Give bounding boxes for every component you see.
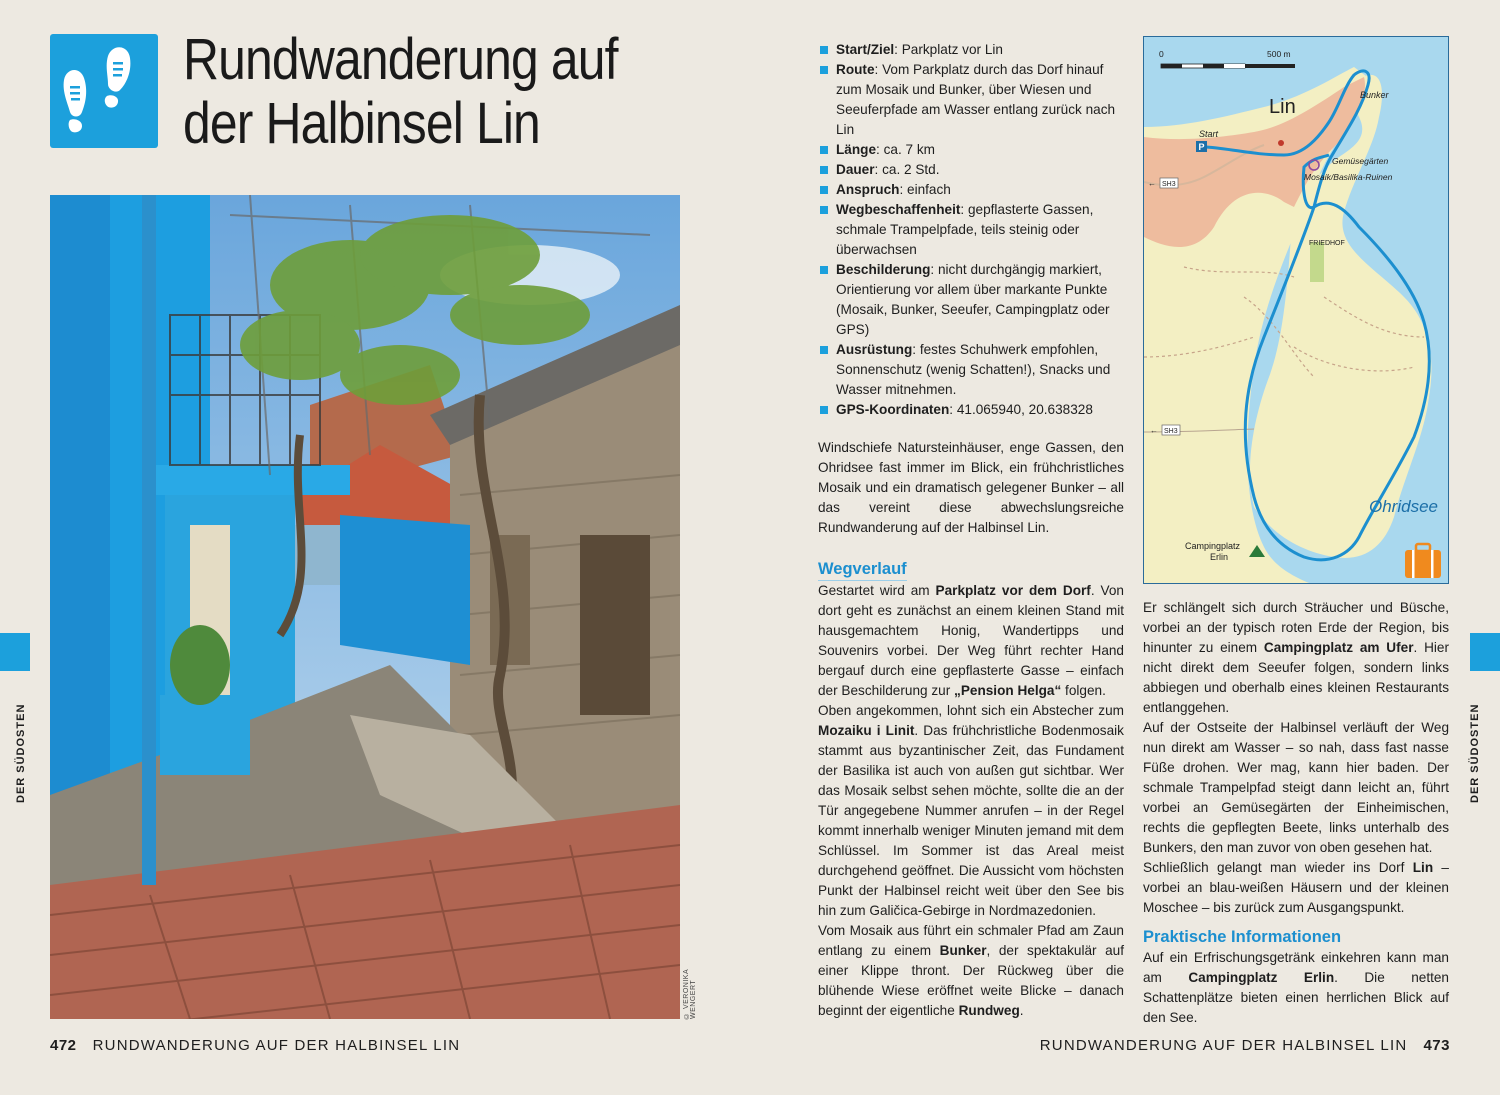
fact-start: Start/Ziel: Parkplatz vor Lin: [818, 40, 1130, 60]
svg-text:←: ←: [1148, 179, 1156, 188]
svg-text:SH3: SH3: [1164, 428, 1178, 435]
road-shield-1: [1148, 178, 1178, 188]
page-number-right: 473: [1423, 1037, 1450, 1054]
right-paragraph-1: Er schlängelt sich durch Sträucher und Büsche, vorbei an der typisch roten Erde der Region, bis hinunter zu einem Campingplatz am Ufer. Hier nicht direkt dem Seeufer folgen, sondern links abbiegen und oberhalb eines kleinen Restaurants entlanggehen.: [1143, 600, 1450, 715]
fact-gps: GPS-Koordinaten: 41.065940, 20.638328: [818, 400, 1130, 420]
running-head-right: RUNDWANDERUNG AUF DER HALBINSEL LIN: [1039, 1037, 1408, 1054]
fact-equipment: Ausrüstung: festes Schuhwerk empfohlen, Sonnenschutz (wenig Schatten!), Snacks und Wasser mitnehmen.: [818, 340, 1130, 400]
svg-text:SH3: SH3: [1162, 181, 1176, 188]
scale-zero-label: 0: [1159, 49, 1164, 59]
camp-label-2: Erlin: [1210, 552, 1229, 562]
village-street-photo: [50, 195, 680, 1019]
page-title: [183, 28, 665, 156]
wegverlauf-paragraph-2: Oben angekommen, lohnt sich ein Abstecher zum Mozaiku i Linit. Das frühchristliche Bodenmosaik stammt aus byzantinischer Zeit, das Fundament der Basilika ist auch von außen gut sichtbar. Wer das Mosaik selbst sehen möchte, sollte die an der Tür angegebene Nummer anrufen – in der Regel kommt innerhalb weniger Minuten jemand mit dem Schlüssel. Im Sommer ist das Areal meist durchgehend geöffnet. Die Aussicht vom höchsten Punkt der Halbinsel reicht weit über den See bis hin zum Galičica-Gebirge in Nordmazedonien.: [818, 703, 1124, 918]
page-number-left: 472: [50, 1037, 77, 1054]
section-label-left: DER SÜDOSTEN: [15, 703, 27, 803]
wegverlauf-section: [818, 558, 1124, 1021]
right-paragraph-3: Schließlich gelangt man wieder ins Dorf Lin – vorbei an blau-weißen Häusern und der kleinen Moschee – bis zurück zum Ausgangspunkt.: [1143, 860, 1449, 915]
svg-text:P: P: [1198, 142, 1205, 152]
town-label: Lin: [1269, 96, 1296, 118]
wegverlauf-paragraph-1: Gestartet wird am Parkplatz vor dem Dorf. Von dort geht es zunächst an einem kleinen Stand mit hausgemachtem Honig, Wandertipps und Souvenirs vorbei. Der Weg führt rechter Hand bergauf durch eine gepflasterte Gasse – einfach der Beschilderung zur „Pension Helga“ folgen.: [818, 583, 1124, 698]
section-tab-right: [1470, 633, 1500, 671]
start-label: Start: [1199, 129, 1219, 139]
section-label-right: DER SÜDOSTEN: [1469, 703, 1481, 803]
footer-left: [50, 1037, 460, 1054]
route-map: [1143, 36, 1449, 584]
footprints-icon: [50, 34, 158, 148]
section-tab-left: [0, 633, 30, 671]
cemetery-label: FRIEDHOF: [1309, 240, 1345, 247]
right-paragraph-2: Auf der Ostseite der Halbinsel verläuft der Weg nun direkt am Wasser – so nah, dass fast nasse Füße drohen. Wer mag, kann hier baden. Der schmale Trampelpfad steigt dann leicht an, führt vorbei an Gemüsegärten der Einheimischen, rechts die gepflegten Beete, links unterhalb des Bunkers, den man zuvor von oben gesehen hat.: [1143, 720, 1449, 855]
title-line-1: Rundwanderung auf: [183, 27, 618, 92]
fact-signage: Beschilderung: nicht durchgängig markiert, Orientierung vor allem über markante Punkte (Mosaik, Bunker, Seeufer, Campingplatz oder GPS): [818, 260, 1130, 340]
lake-label: Ohridsee: [1369, 497, 1438, 516]
photo-credit: © VERONIKA WENGERT: [683, 969, 697, 1019]
right-text-column: [1143, 598, 1449, 1028]
mosque-marker: [1278, 140, 1284, 146]
title-line-2: der Halbinsel Lin: [183, 91, 540, 156]
svg-text:←: ←: [1150, 426, 1158, 435]
camp-label-1: Campingplatz: [1185, 541, 1241, 551]
fact-surface: Wegbeschaffenheit: gepflasterte Gassen, schmale Trampelpfade, teils steinig oder überwachsen: [818, 200, 1130, 260]
wegverlauf-paragraph-3: Vom Mosaik aus führt ein schmaler Pfad am Zaun entlang zu einem Bunker, der spektakulär auf einer Klippe thront. Der Rückweg über die blühende Wiese eröffnet weite Blicke – danach beginnt der eigentliche Rundweg.: [818, 923, 1125, 1018]
wegverlauf-heading: Wegverlauf: [818, 558, 907, 581]
fact-difficulty: Anspruch: einfach: [818, 180, 1130, 200]
footer-right: [1040, 1037, 1450, 1054]
bunker-label: Bunker: [1360, 90, 1389, 100]
cemetery-area: [1310, 242, 1324, 282]
practical-info-heading: Praktische Informationen: [1143, 928, 1342, 946]
parking-icon: [1196, 141, 1207, 152]
fact-route: Route: Vom Parkplatz durch das Dorf hinauf zum Mosaik und Bunker, über Wiesen und Seeuferpfade am Wasser entlang zurück nach Lin: [818, 60, 1130, 140]
running-head-left: RUNDWANDERUNG AUF DER HALBINSEL LIN: [92, 1037, 461, 1054]
road-shield-2: [1150, 425, 1180, 435]
fact-duration: Dauer: ca. 2 Std.: [818, 160, 1130, 180]
fact-length: Länge: ca. 7 km: [818, 140, 1130, 160]
facts-list: [818, 40, 1130, 420]
intro-paragraph: Windschiefe Natursteinhäuser, enge Gassen, den Ohridsee fast immer im Blick, ein frühchristliches Mosaik und ein dramatisch gelegener Bunker – all das vereint diese abwechslungsreiche Rundwanderung auf der Halbinsel Lin.: [818, 440, 1124, 535]
scale-bar: [1161, 64, 1295, 68]
scale-length-label: 500 m: [1267, 49, 1291, 59]
right-paragraph-4: Auf ein Erfrischungsgetränk einkehren kann man am Campingplatz Erlin. Die netten Schattenplätze bieten einen herrlichen Blick auf den See.: [1143, 950, 1449, 1025]
garden-label: Gemüsegärten: [1332, 156, 1389, 166]
mosaic-label: Mosaik/Basilika-Ruinen: [1304, 172, 1393, 182]
